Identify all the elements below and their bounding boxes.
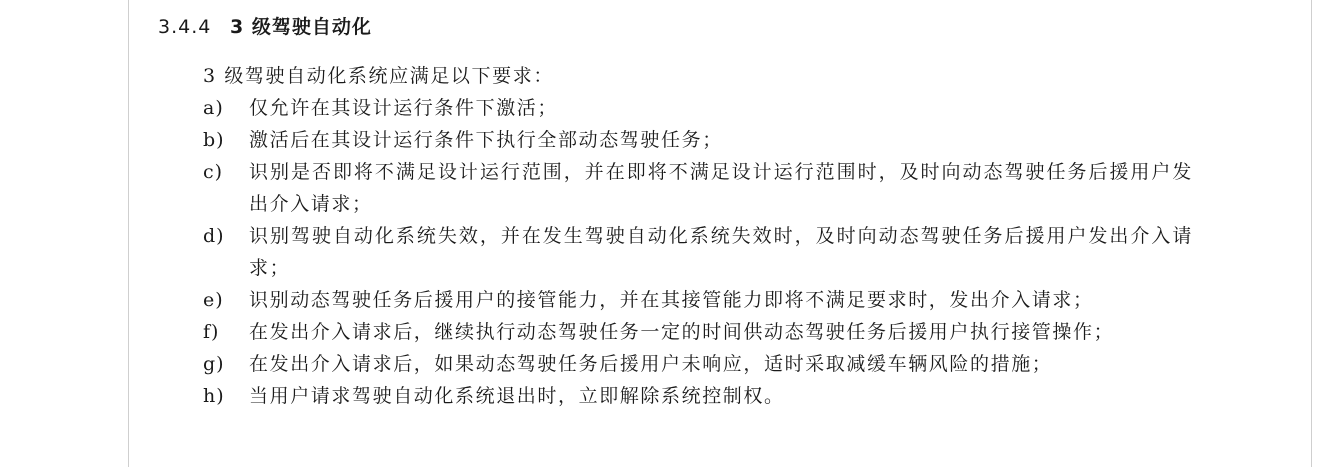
list-item-h xyxy=(203,380,1193,412)
list-marker: a) xyxy=(203,97,224,119)
right-page-edge xyxy=(1311,0,1312,467)
list-marker: b) xyxy=(203,129,225,151)
list-item-text: 识别是否即将不满足设计运行范围，并在即将不满足设计运行范围时，及时向动态驾驶任务后援用户发出介入请求； xyxy=(249,161,1193,215)
list-item-b xyxy=(203,124,1193,156)
list-item-c xyxy=(203,156,1193,220)
left-page-edge xyxy=(128,0,129,467)
section-heading xyxy=(158,12,372,39)
list-marker: e) xyxy=(203,289,224,311)
list-marker: d) xyxy=(203,225,225,247)
list-item-d xyxy=(203,220,1193,284)
list-marker: c) xyxy=(203,161,224,183)
list-marker: f) xyxy=(203,321,220,343)
list-item-text: 识别驾驶自动化系统失效，并在发生驾驶自动化系统失效时，及时向动态驾驶任务后援用户发出介入请求； xyxy=(249,225,1193,279)
list-item-f xyxy=(203,316,1193,348)
list-marker: g) xyxy=(203,353,225,375)
intro-paragraph: 3 级驾驶自动化系统应满足以下要求： xyxy=(203,65,554,87)
list-item-text: 在发出介入请求后，继续执行动态驾驶任务一定的时间供动态驾驶任务后援用户执行接管操作； xyxy=(249,321,1115,343)
list-item-text: 仅允许在其设计运行条件下激活； xyxy=(249,97,559,119)
list-item-text: 在发出介入请求后，如果动态驾驶任务后援用户未响应，适时采取减缓车辆风险的措施； xyxy=(249,353,1053,375)
list-item-text: 当用户请求驾驶自动化系统退出时，立即解除系统控制权。 xyxy=(249,385,785,407)
list-item-e xyxy=(203,284,1193,316)
section-title: 3 级驾驶自动化 xyxy=(230,16,372,38)
list-item-text: 识别动态驾驶任务后援用户的接管能力，并在其接管能力即将不满足要求时，发出介入请求； xyxy=(249,289,1094,311)
list-marker: h) xyxy=(203,385,225,407)
list-item-a xyxy=(203,92,1193,124)
list-item-g xyxy=(203,348,1193,380)
list-item-text: 激活后在其设计运行条件下执行全部动态驾驶任务； xyxy=(249,129,723,151)
requirements-body xyxy=(203,60,1193,412)
section-number: 3.4.4 xyxy=(158,16,212,38)
